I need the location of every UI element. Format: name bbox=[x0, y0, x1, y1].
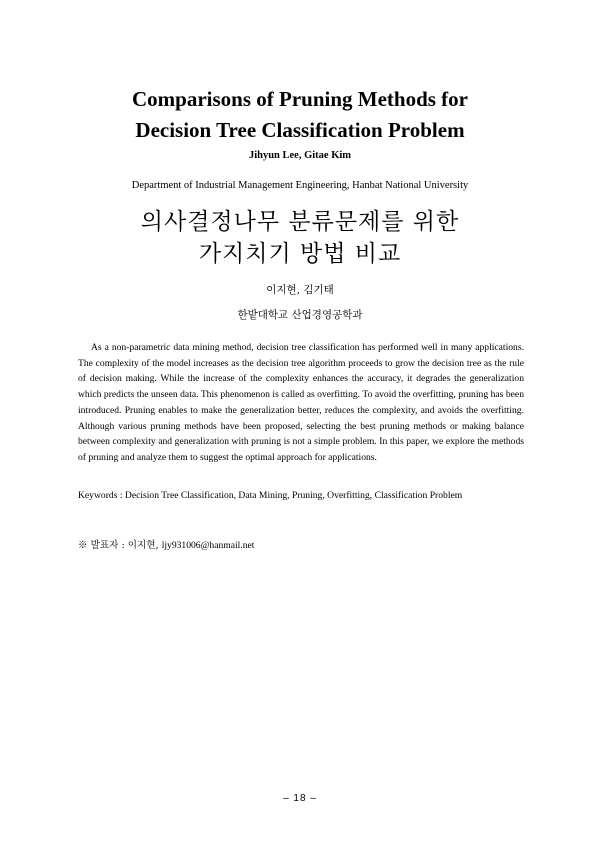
abstract: As a non-parametric data mining method, decision tree classification has performed well in many applications. The complexity of the model increases as the decision tree algorithm proceeds to grow the decision tree as the rule of decision making. While the increase of the complexity enhances the accuracy, it degrades the generalization which predicts the unseen data. This phenomenon is called as overfitting. To avoid the overfitting, pruning has been introduced. Pruning enables to make the generalization better, reduces the complexity, and avoids the overfitting. Although various pruning methods have been proposed, selecting the best pruning methods or making balance between complexity and generalization with pruning is not a simple problem. In this paper, we explore the methods of pruning and analyze them to suggest the optimal approach for applications. bbox=[78, 342, 524, 463]
title-en-line-1: Comparisons of Pruning Methods for bbox=[131, 87, 468, 111]
paper-title-ko bbox=[0, 206, 600, 270]
page-number: – 18 – bbox=[283, 793, 317, 804]
keywords: Keywords : Decision Tree Classification, Data Mining, Pruning, Overfitting, Classification Problem bbox=[78, 490, 463, 501]
presenter-email: ljy931006@hanmail.net bbox=[161, 540, 255, 551]
title-ko-line-1: 의사결정나무 분류문제를 위한 bbox=[140, 209, 460, 235]
affiliation-ko: 한밭대학교 산업경영공학과 bbox=[237, 309, 363, 321]
title-en-line-2: Decision Tree Classification Problem bbox=[135, 118, 465, 142]
paper-title-en bbox=[0, 84, 600, 146]
authors-en: Jihyun Lee, Gitae Kim bbox=[248, 150, 352, 161]
affiliation-en: Department of Industrial Management Engineering, Hanbat National University bbox=[131, 180, 469, 191]
title-ko-line-2: 가지치기 방법 비교 bbox=[198, 241, 402, 267]
presenter-label: ※ 발표자 : 이지현, bbox=[78, 540, 162, 551]
presenter-note bbox=[78, 537, 524, 551]
authors-ko: 이지현, 김기태 bbox=[266, 284, 334, 296]
